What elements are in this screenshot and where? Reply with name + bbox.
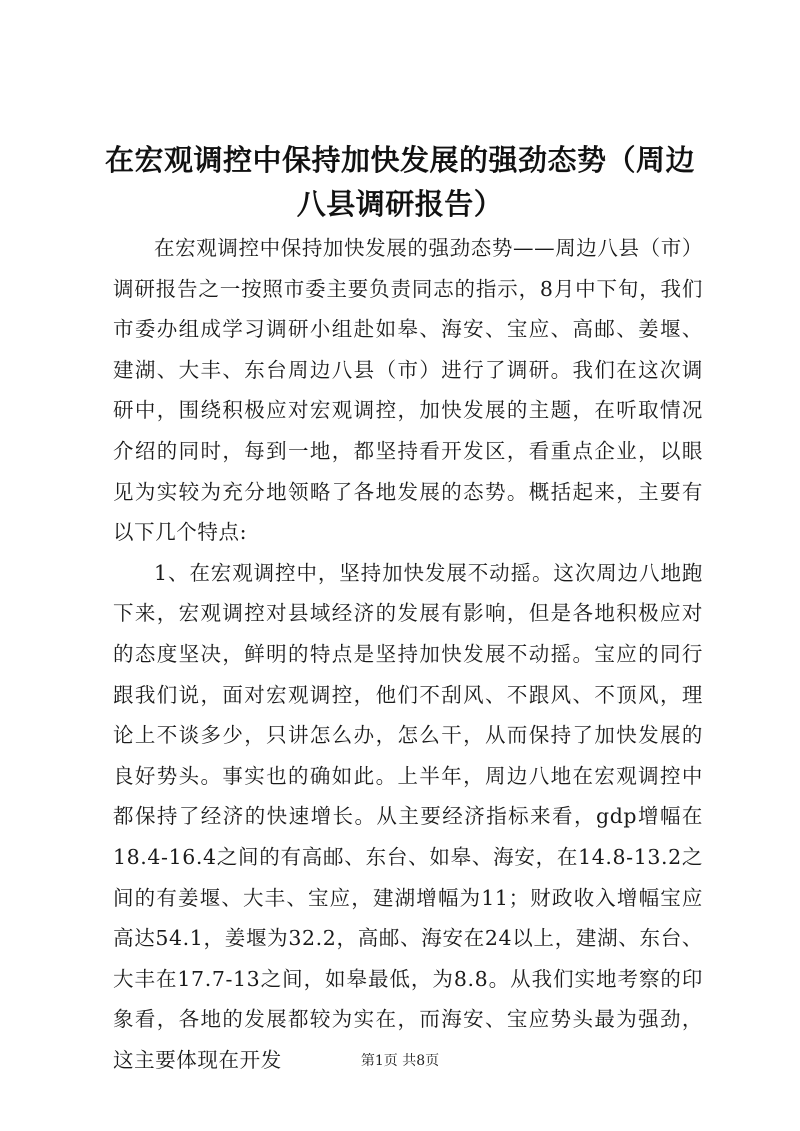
paragraph-intro: 在宏观调控中保持加快发展的强劲态势——周边八县（市）调研报告之一按照市委主要负责同志的指示，8月中下旬，我们市委办组成学习调研小组赴如皋、海安、宝应、高邮、姜堰、建湖、大丰、东台周边八县（市）进行了调研。我们在这次调研中，围绕积极应对宏观调控，加快发展的主题，在听取情况介绍的同时，每到一地，都坚持看开发区，看重点企业，以眼见为实较为充分地领略了各地发展的态势。概括起来，主要有以下几个特点: [113, 236, 703, 545]
document-title: 在宏观调控中保持加快发展的强劲态势（周边八县调研报告） [104, 143, 695, 221]
document-body [113, 228, 703, 1080]
page-footer: 第1页 共8页 [360, 1053, 440, 1069]
paragraph-point-1: 1、在宏观调控中，坚持加快发展不动摇。这次周边八地跑下来，宏观调控对县域经济的发展有影响，但是各地积极应对的态度坚决，鲜明的特点是坚持加快发展不动摇。宝应的同行跟我们说，面对宏观调控，他们不刮风、不跟风、不顶风，理论上不谈多少，只讲怎么办，怎么干，从而保持了加快发展的良好势头。事实也的确如此。上半年，周边八地在宏观调控中都保持了经济的快速增长。从主要经济指标来看，gdp增幅在18.4-16.4之间的有高邮、东台、如皋、海安，在14.8-13.2之间的有姜堰、大丰、宝应，建湖增幅为11；财政收入增幅宝应高达54.1，姜堰为32.2，高邮、海安在24以上，建湖、东台、大丰在17.7-13之间，如皋最低，为8.8。从我们实地考察的印象看，各地的发展都较为实在，而海安、宝应势头最为强劲，这主要体现在开发 [113, 560, 703, 1072]
